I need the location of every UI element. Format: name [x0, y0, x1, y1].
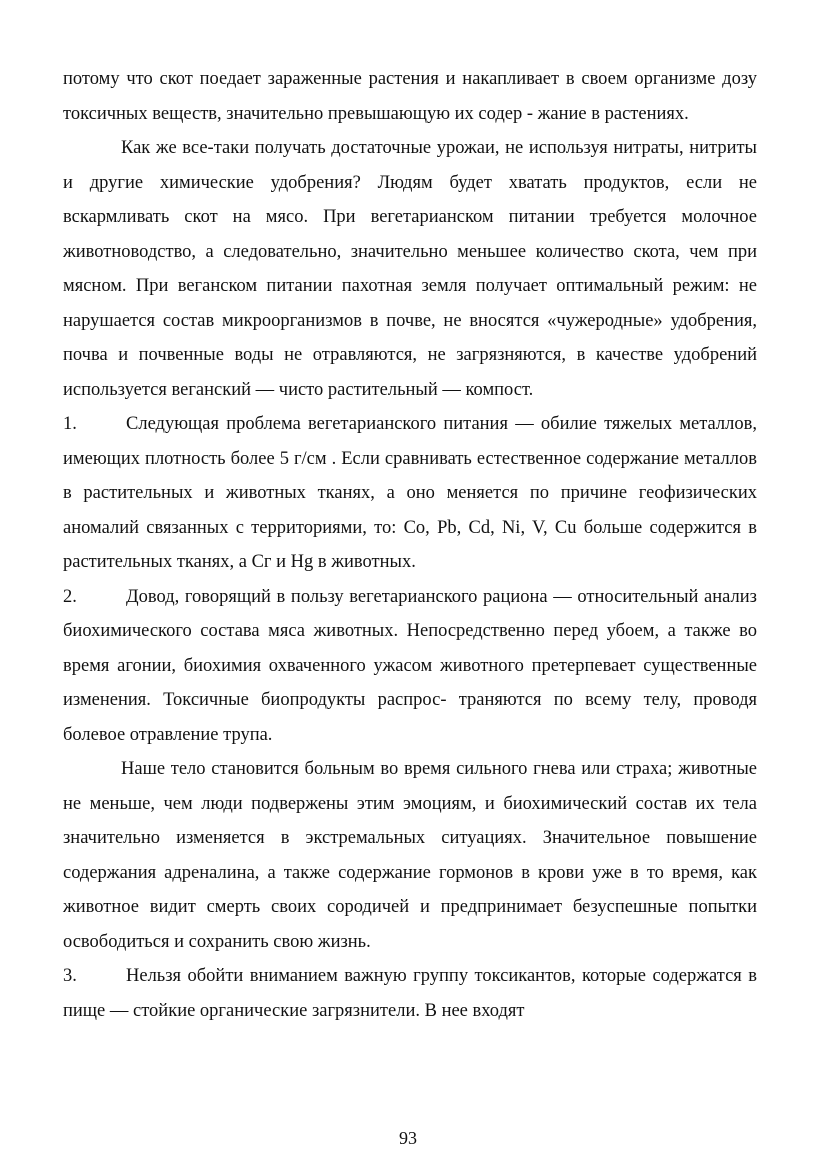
paragraph-emotions: Наше тело становится больным во время сильного гнева или страха; животные не меньше, чем люди подвержены этим эмоциям, и биохимический состав их тела значительно изменяется в экстремальных ситуациях. Значительное повышение содержания адреналина, а также содержание гормонов в крови уже в то время, как животное видит смерть своих сородичей и предпринимает безуспешные попытки освободиться и сохранить свою жизнь. — [63, 759, 757, 952]
page-body — [63, 62, 757, 1028]
page-number: 93 — [399, 1128, 417, 1148]
list-item-text: Следующая проблема вегетарианского питания — обилие тяжелых металлов, имеющих плотность более 5 г/см . Если сравнивать естественное содержание металлов в растительных и животных тканях, а оно меняется по причине геофизических аномалий связанных с территориями, то: Со, Pb, Cd, Ni, V, Cu больше содержится в растительных тканях, а Сг и Hg в животных. — [63, 414, 757, 572]
list-item-text: Нельзя обойти вниманием важную группу токсикантов, которые содержатся в пище — стойкие органические загрязнители. В нее входят — [63, 966, 757, 1021]
paragraph-fertilizers: Как же все-таки получать достаточные урожаи, не используя нитраты, нитриты и другие химические удобрения? Людям будет хватать продуктов, если не вскармливать скот на мясо. При вегетарианском питании требуется молочное животноводство, а следовательно, значительно меньшее количество скота, чем при мясном. При веганском питании пахотная земля получает оптимальный режим: не нарушается состав микроорганизмов в почве, не вносятся «чужеродные» удобрения, почва и почвенные воды не отравляются, не загрязняются, в качестве удобрений используется веганский — чисто растительный — компост. — [63, 138, 757, 400]
list-item-heavy-metals — [63, 407, 757, 580]
paragraph-continuation: потому что скот поедает зараженные растения и накапливает в своем организме дозу токсичных веществ, значительно превышающую их содер - жание в растениях. — [63, 69, 757, 124]
list-item-number: 1. — [63, 414, 77, 434]
list-item-pollutants — [63, 959, 757, 1028]
list-item-number: 3. — [63, 966, 77, 986]
list-item-biochemistry — [63, 580, 757, 753]
list-item-text: Довод, говорящий в пользу вегетарианского рациона — относительный анализ биохимического состава мяса животных. Непосредственно перед убоем, а также во время агонии, биохимия охваченного ужасом животного претерпевает существенные изменения. Токсичные биопродукты распрос- траняются по всему телу, проводя болевое отравление трупа. — [63, 586, 757, 745]
list-item-number: 2. — [63, 586, 77, 607]
